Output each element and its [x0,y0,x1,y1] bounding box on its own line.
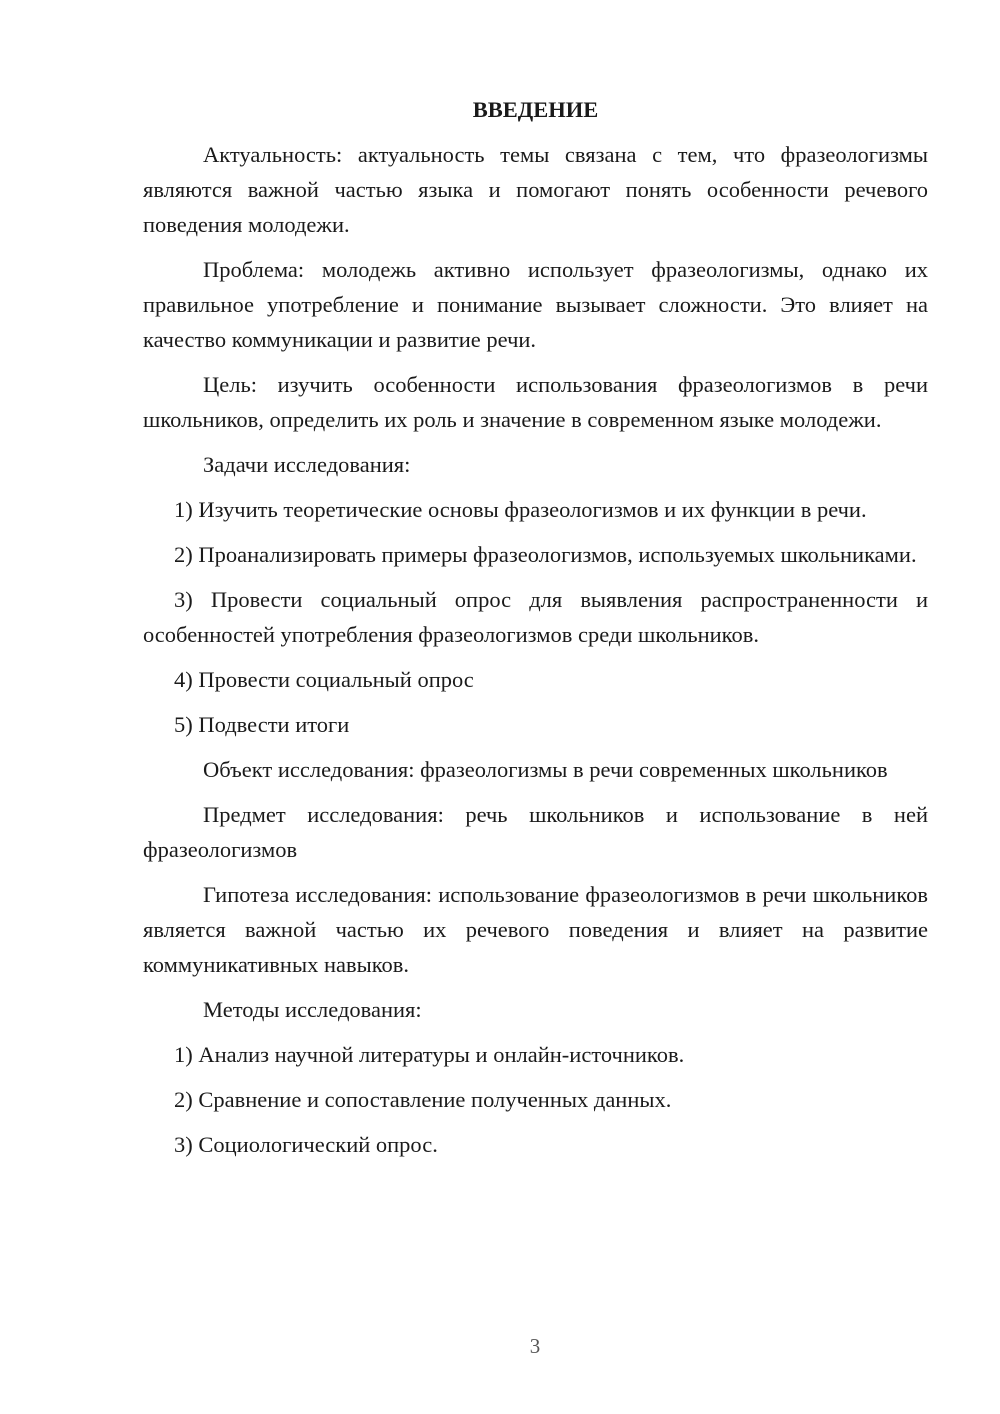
tasks-heading: Задачи исследования: [203,452,411,477]
task-item-4: 4) Провести социальный опрос [174,667,474,692]
problem-paragraph: Проблема: молодежь активно использует фразеологизмы, однако их правильное употребление и понимание вызывает сложности. Это влияет на качество коммуникации и развитие речи. [143,257,928,352]
relevance-paragraph: Актуальность: актуальность темы связана с тем, что фразеологизмы являются важной частью языка и помогают понять особенности речевого поведения молодежи. [143,142,928,237]
object-paragraph: Объект исследования: фразеологизмы в речи современных школьников [203,757,888,782]
page-number: 3 [529,1334,541,1358]
goal-paragraph: Цель: изучить особенности использования фразеологизмов в речи школьников, определить их роль и значение в современном языке молодежи. [143,372,928,432]
task-item-5: 5) Подвести итоги [174,712,350,737]
method-item-1: 1) Анализ научной литературы и онлайн-источников. [174,1042,685,1067]
page-title: ВВЕДЕНИЕ [472,97,599,122]
methods-heading: Методы исследования: [203,997,422,1022]
method-item-3: 3) Социологический опрос. [174,1132,438,1157]
hypothesis-paragraph: Гипотеза исследования: использование фразеологизмов в речи школьников является важной частью их речевого поведения и влияет на развитие коммуникативных навыков. [143,882,928,977]
task-item-1: 1) Изучить теоретические основы фразеологизмов и их функции в речи. [174,497,867,522]
task-item-3: 3) Провести социальный опрос для выявления распространенности и особенностей употребления фразеологизмов среди школьников. [143,587,928,647]
document-page [143,92,928,1172]
subject-paragraph: Предмет исследования: речь школьников и использование в ней фразеологизмов [143,802,928,862]
method-item-2: 2) Сравнение и сопоставление полученных данных. [174,1087,672,1112]
task-item-2: 2) Проанализировать примеры фразеологизмов, используемых школьниками. [174,542,917,567]
